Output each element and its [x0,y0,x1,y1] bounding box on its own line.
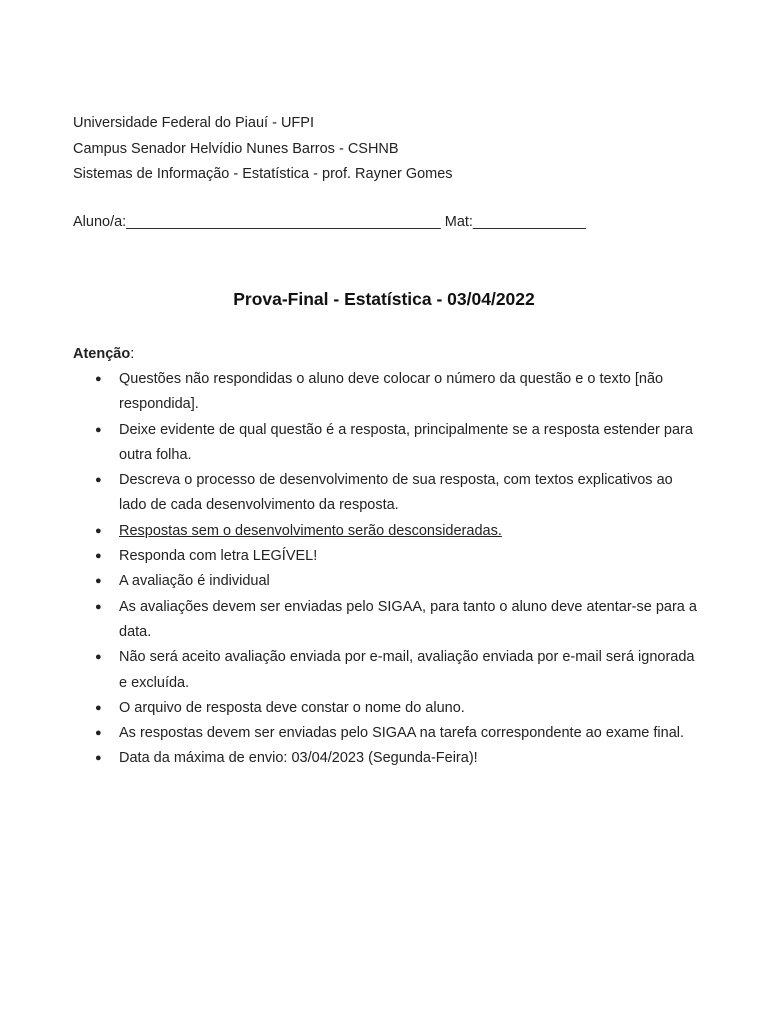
bullet-icon: ● [95,423,102,436]
list-item [73,418,703,469]
list-item [73,367,703,418]
bullet-icon: ● [95,474,102,487]
list-item [73,746,703,771]
bullet-icon: ● [95,727,102,740]
rule-text: Responda com letra LEGÍVEL! [119,548,318,565]
bullet-icon: ● [95,752,102,765]
bullet-icon: ● [95,701,102,714]
rule-text: Não será aceito avaliação enviada por e-mail, avaliação enviada por e-mail será ignorada e excluída. [119,649,695,691]
bullet-icon: ● [95,550,102,563]
attention-colon: : [130,346,135,362]
rule-text: Deixe evidente de qual questão é a resposta, principalmente se a resposta estender para outra folha. [119,421,693,463]
rule-text: O arquivo de resposta deve constar o nome do aluno. [119,699,465,716]
university-name: Universidade Federal do Piauí - UFPI [73,115,314,131]
instructions-list [73,367,703,772]
list-item [73,519,703,544]
bullet-icon: ● [95,524,102,537]
rule-text: Descreva o processo de desenvolvimento de sua resposta, com textos explicativos ao lado de cada desenvolvimento da resposta. [119,472,673,514]
list-item [73,595,703,646]
bullet-icon: ● [95,575,102,588]
list-item [73,544,703,569]
rule-text: Questões não respondidas o aluno deve colocar o número da questão e o texto [não respondida]. [119,371,664,413]
course-info: Sistemas de Informação - Estatística - prof. Rayner Gomes [73,166,453,182]
rule-text-underlined: Respostas sem o desenvolvimento serão desconsideradas. [119,522,502,539]
rule-text: As avaliações devem ser enviadas pelo SIGAA, para tanto o aluno deve atentar-se para a data. [119,598,697,640]
bullet-icon: ● [95,651,102,664]
rule-text: A avaliação é individual [119,573,270,590]
list-item [73,468,703,519]
exam-title: Prova-Final - Estatística - 03/04/2022 [233,289,535,309]
rule-text: Data da máxima de envio: 03/04/2023 (Segunda-Feira)! [119,750,478,767]
student-name-registration-line: Aluno/a:_______________________________________ Mat:______________ [73,214,586,230]
list-item [73,569,703,594]
institution-header [73,111,453,188]
rule-text: As respostas devem ser enviadas pelo SIGAA na tarefa correspondente ao exame final. [119,725,685,742]
list-item [73,645,703,696]
list-item [73,721,703,746]
campus-name: Campus Senador Helvídio Nunes Barros - CSHNB [73,140,399,157]
list-item [73,696,703,721]
bullet-icon: ● [95,600,102,613]
attention-heading [73,344,134,364]
bullet-icon: ● [95,373,102,385]
attention-label: Atenção [73,346,131,362]
